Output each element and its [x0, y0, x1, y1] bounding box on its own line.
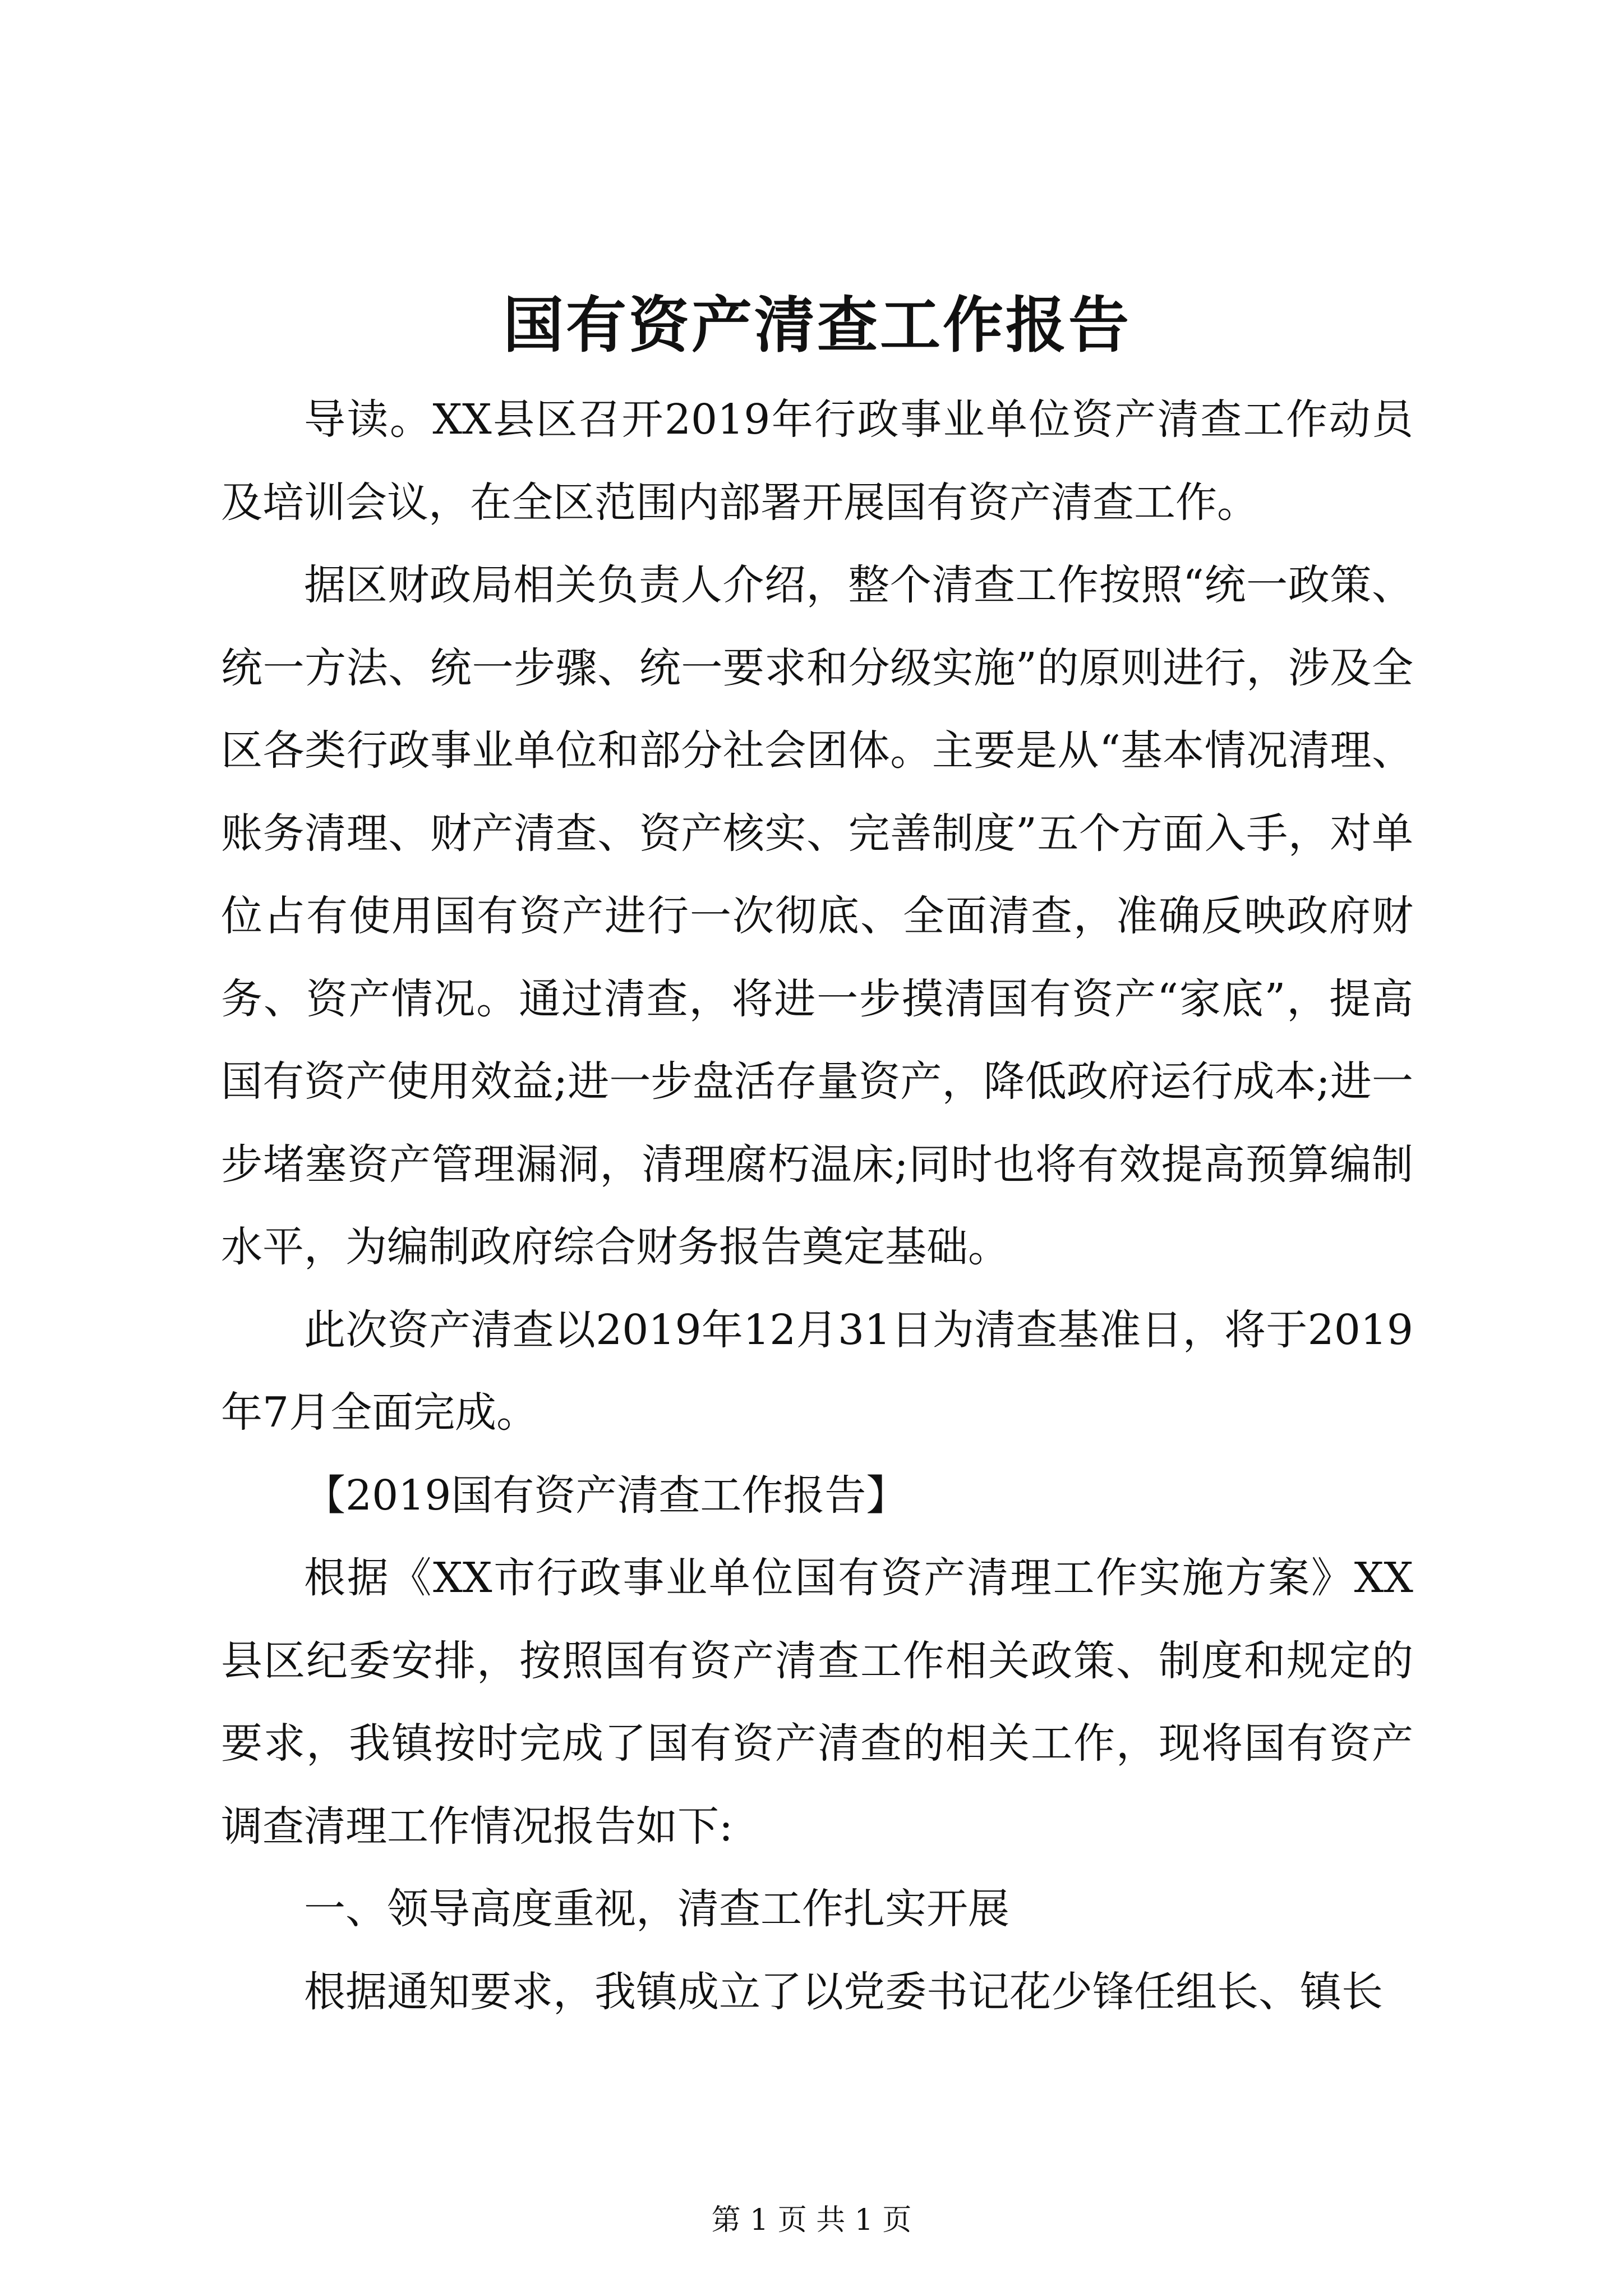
document-content — [221, 283, 1413, 2033]
section-heading-report: 【2019国有资产清查工作报告】 — [304, 1471, 908, 1520]
paragraph-intro: 导读。XX县区召开2019年行政事业单位资产清查工作动员及培训会议，在全区范围内部署开展国有资产清查工作。 — [221, 395, 1413, 527]
paragraph-schedule: 此次资产清查以2019年12月31日为清查基准日，将于2019年7月全面完成。 — [221, 1305, 1413, 1437]
document-title: 国有资产清查工作报告 — [502, 290, 1131, 361]
paragraph-background: 据区财政局相关负责人介绍，整个清查工作按照“统一政策、统一方法、统一步骤、统一要求和分级实施”的原则进行，涉及全区各类行政事业单位和部分社会团体。主要是从“基本情况清理、账务清理、财产清查、资产核实、完善制度”五个方面入手，对单位占有使用国有资产进行一次彻底、全面清查，准确反映政府财务、资产情况。通过清查，将进一步摸清国有资产“家底”，提高国有资产使用效益;进一步盘活存量资产，降低政府运行成本;进一步堵塞资产管理漏洞，清理腐朽温床;同时也将有效提高预算编制水平，为编制政府综合财务报告奠定基础。 — [221, 561, 1413, 1271]
paragraph-report-opening: 根据《XX市行政事业单位国有资产清理工作实施方案》XX县区纪委安排，按照国有资产清查工作相关政策、制度和规定的要求，我镇按时完成了国有资产清查的相关工作，现将国有资产调查清理工作情况报告如下: — [221, 1554, 1413, 1851]
document-body — [221, 379, 1413, 2033]
section-heading-one: 一、领导高度重视，清查工作扎实开展 — [304, 1885, 1009, 1933]
paragraph-section-one: 根据通知要求，我镇成立了以党委书记花少锋任组长、镇长 — [304, 1967, 1383, 2016]
page-footer: 第 1 页 共 1 页 — [711, 2203, 912, 2237]
